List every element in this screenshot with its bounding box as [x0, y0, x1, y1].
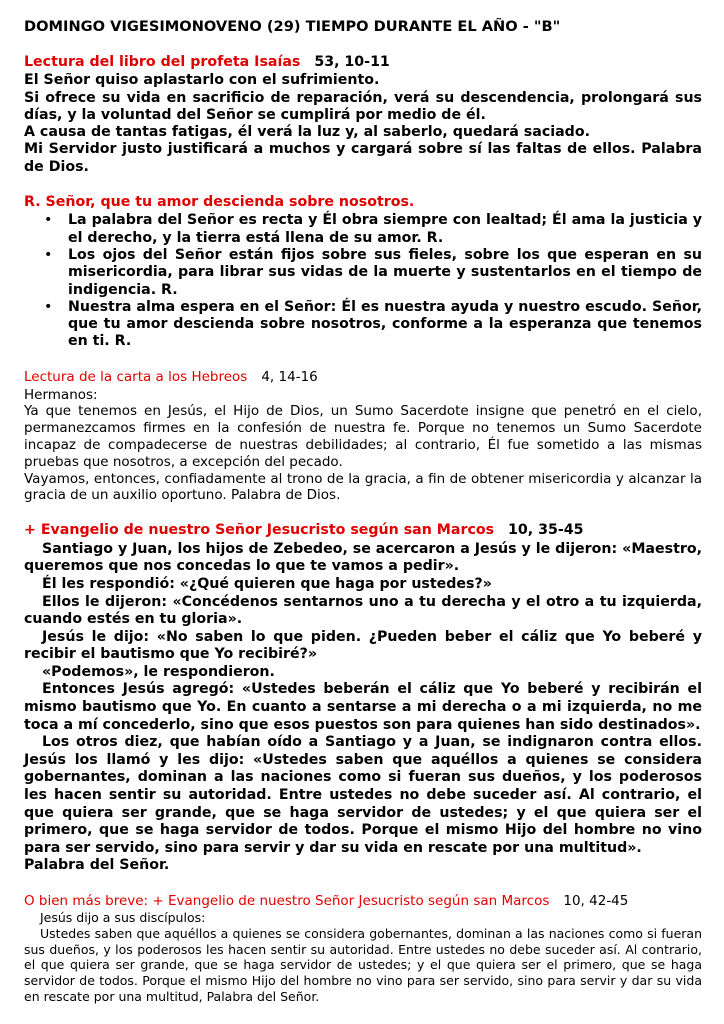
- first-reading-reference: 53, 10-11: [314, 54, 390, 70]
- list-item: • La palabra del Señor es recta y Él obra siempre con lealtad; Él ama la justicia y el derecho, y la tierra está llena de su amor. R.: [68, 212, 702, 247]
- paragraph: El Señor quiso aplastarlo con el sufrimiento.: [24, 72, 380, 89]
- short-gospel-reference: 10, 42-45: [563, 893, 629, 909]
- responsorial-psalm: [24, 194, 702, 351]
- short-gospel-title: O bien más breve: + Evangelio de nuestro Señor Jesucristo según san Marcos: [24, 893, 550, 909]
- second-reading-title: Lectura de la carta a los Hebreos: [24, 368, 248, 385]
- paragraph: A causa de tantas fatigas, él verá la luz y, al saberlo, quedará saciado.: [24, 124, 590, 141]
- paragraph: Vayamos, entonces, confiadamente al trono de la gracia, a fin de obtener misericordia y alcanzar la gracia de un auxilio oportuno. Palabra de Dios.: [24, 470, 702, 504]
- second-reading: [24, 369, 702, 504]
- first-reading: [24, 54, 702, 176]
- page-title: DOMINGO VIGESIMONOVENO (29) TIEMPO DURANTE EL AÑO - "B": [24, 18, 561, 35]
- paragraph: Si ofrece su vida en sacrificio de reparación, verá su descendencia, prolongará sus días, y la voluntad del Señor se cumplirá por medio de él.: [24, 89, 702, 123]
- second-reading-heading: [24, 369, 702, 386]
- paragraph: Santiago y Juan, los hijos de Zebedeo, se acercaron a Jesús y le dijeron: «Maestro, queremos que nos concedas lo que te vamos a pedir».: [24, 540, 702, 575]
- paragraph: Jesús le dijo: «No saben lo que piden. ¿Pueden beber el cáliz que Yo beberé y recibir el bautismo que Yo recibiré?»: [24, 628, 702, 663]
- gospel-reference: 10, 35-45: [508, 522, 584, 539]
- psalm-response: R. Señor, que tu amor descienda sobre nosotros.: [24, 194, 415, 211]
- gospel-heading: [24, 522, 702, 540]
- paragraph: Mi Servidor justo justificará a muchos y cargará sobre sí las faltas de ellos. Palabra de Dios.: [24, 141, 702, 175]
- psalm-verses: [24, 212, 702, 350]
- paragraph: Los otros diez, que habían oído a Santiago y a Juan, se indignaron contra ellos. Jesús los llamó y les dijo: «Ustedes saben que aquéllos a quienes se considera gobernantes, dominan a las naciones como si fueran sus dueños, y los poderosos les hacen sentir su autoridad. Entre ustedes no debe suceder así. Al contrario, el que quiera ser grande, que se haga servidor de ustedes; y el que quiera ser el primero, que se haga servidor de todos. Porque el mismo Hijo del hombre no vino para ser servido, sino para servir y dar su vida en rescate por una multitud».: [24, 734, 702, 856]
- short-gospel-heading: [24, 893, 702, 910]
- paragraph: Hermanos:: [24, 386, 98, 403]
- paragraph: Entonces Jesús agregó: «Ustedes beberán el cáliz que Yo beberé y recibirán el mismo bautismo que Yo. En cuanto a sentarse a mi derecha o a mi izquierda, no me toca a mí concederlo, sino que esos puestos son para quienes han sido destinados».: [24, 681, 702, 733]
- paragraph: Él les respondió: «¿Qué quieren que haga por ustedes?»: [42, 575, 492, 592]
- second-reading-reference: 4, 14-16: [261, 368, 318, 385]
- gospel-title: + Evangelio de nuestro Señor Jesucristo según san Marcos: [24, 522, 495, 539]
- list-item: • Nuestra alma espera en el Señor: Él es nuestra ayuda y nuestro escudo. Señor, que tu amor descienda sobre nosotros, conforme a la esperanza que tenemos en ti. R.: [68, 299, 702, 351]
- paragraph: Ellos le dijeron: «Concédenos sentarnos uno a tu derecha y el otro a tu izquierda, cuando estés en tu gloria».: [24, 593, 702, 628]
- gospel: [24, 522, 702, 875]
- short-gospel: [24, 893, 702, 1005]
- list-item: • Los ojos del Señor están fijos sobre sus fieles, sobre los que esperan en su misericordia, para librar sus vidas de la muerte y sustentarlos en el tiempo de indigencia. R.: [68, 247, 702, 299]
- paragraph: Palabra del Señor.: [24, 857, 170, 874]
- paragraph: Ustedes saben que aquéllos a quienes se considera gobernantes, dominan a las naciones como si fueran sus dueños, y los poderosos les hacen sentir su autoridad. Entre ustedes no debe suceder así. Al contrario, el que quiera ser grande, que se haga servidor de ustedes; y el que quiera ser el primero, que se haga servidor de todos. Porque el mismo Hijo del hombre no vino para ser servido, sino para servir y dar su vida en rescate por una multitud, Palabra del Señor.: [24, 925, 702, 1004]
- paragraph: Jesús dijo a sus discípulos:: [40, 910, 206, 925]
- first-reading-title: Lectura del libro del profeta Isaías: [24, 54, 301, 70]
- document-page: [24, 18, 702, 1005]
- paragraph: Ya que tenemos en Jesús, el Hijo de Dios, un Sumo Sacerdote insigne que penetró en el cielo, permanezcamos firmes en la confesión de nuestra fe. Porque no tenemos un Sumo Sacerdote incapaz de compadecerse de nuestras debilidades; al contrario, Él fue sometido a las mismas pruebas que nosotros, a excepción del pecado.: [24, 403, 702, 470]
- paragraph: «Podemos», le respondieron.: [42, 663, 275, 680]
- first-reading-heading: [24, 54, 702, 71]
